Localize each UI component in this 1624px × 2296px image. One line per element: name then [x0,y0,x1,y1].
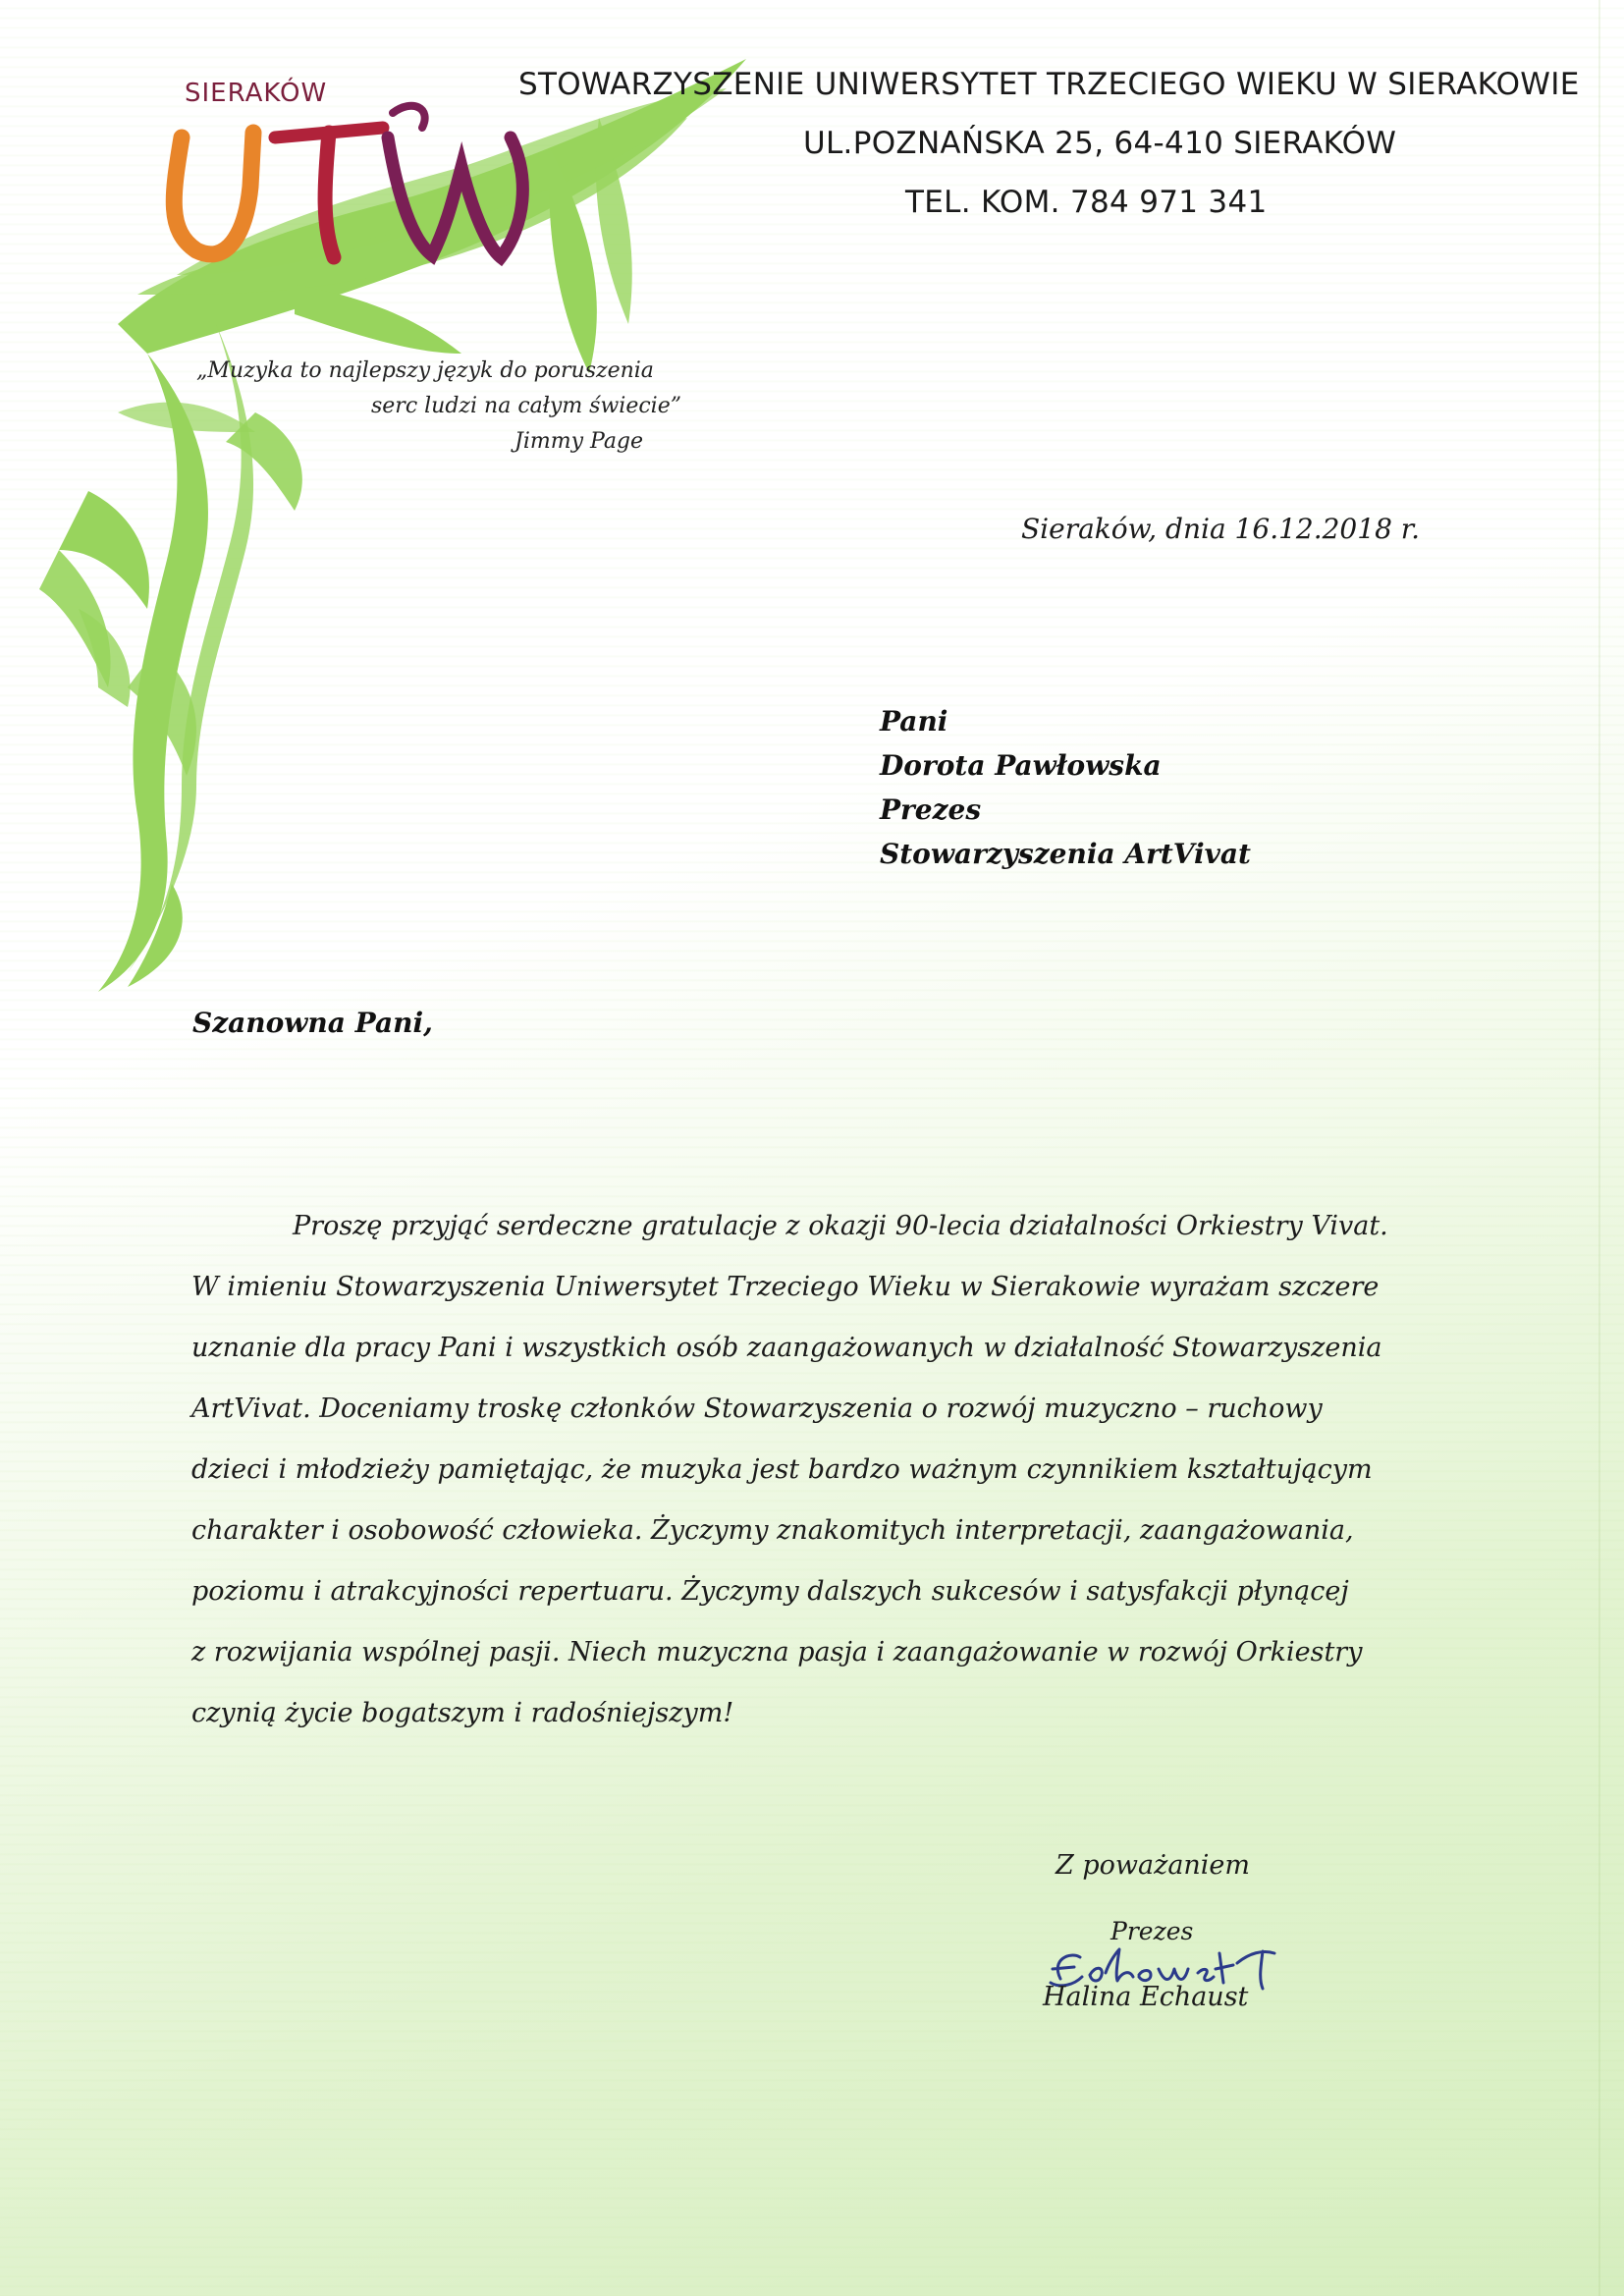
addressee-role: Prezes [880,793,982,826]
addressee-title: Pani [880,705,948,738]
addressee-org: Stowarzyszenia ArtVivat [880,838,1251,870]
letter-body [191,1196,1429,1744]
body-line: czynią życie bogatszym i radośniejszym! [191,1698,734,1728]
org-phone: TEL. KOM. 784 971 341 [905,185,1268,220]
logo-place-label: SIERAKÓW [185,79,328,108]
motto-line-1: „Muzyka to najlepszy język do poruszenia [196,358,654,383]
body-line: ArtVivat. Doceniamy troskę członków Stowarzyszenia o rozwój muzyczno – ruchowy [191,1394,1323,1424]
addressee-name: Dorota Pawłowska [880,749,1162,782]
org-address: UL.POZNAŃSKA 25, 64-410 SIERAKÓW [803,126,1397,161]
body-line: charakter i osobowość człowieka. Życzymy znakomitych interpretacji, zaangażowania, [191,1515,1354,1546]
motto-line-2: serc ludzi na całym świecie” [371,394,681,418]
body-line: W imieniu Stowarzyszenia Uniwersytet Trzeciego Wieku w Sierakowie wyrażam szczere [191,1272,1380,1302]
salutation: Szanowna Pani, [192,1007,433,1039]
signer-name: Halina Echaust [1043,1982,1249,2012]
letter-date: Sieraków, dnia 16.12.2018 r. [1021,513,1420,545]
addressee-block [880,699,1251,876]
body-line: uznanie dla pracy Pani i wszystkich osób zaangażowanych w działalność Stowarzyszenia [191,1333,1382,1363]
closing: Z poważaniem [1056,1850,1251,1881]
body-line: Proszę przyjąć serdeczne gratulacje z okazji 90-lecia działalności Orkiestry Vivat. [293,1211,1388,1241]
body-line: dzieci i młodzieży pamiętając, że muzyka jest bardzo ważnym czynnikiem kształtującym [191,1454,1373,1485]
utw-logo-icon [0,0,805,1002]
body-line: poziomu i atrakcyjności repertuaru. Życzymy dalszych sukcesów i satysfakcji płynącej [191,1576,1349,1607]
org-name: STOWARZYSZENIE UNIWERSYTET TRZECIEGO WIEKU W SIERAKOWIE [518,67,1580,102]
signer-role: Prezes [1110,1917,1194,1945]
motto-author: Jimmy Page [514,429,644,454]
paper-edge [1598,0,1600,2296]
body-line: z rozwijania wspólnej pasji. Niech muzyczna pasja i zaangażowanie w rozwój Orkiestry [191,1637,1363,1667]
